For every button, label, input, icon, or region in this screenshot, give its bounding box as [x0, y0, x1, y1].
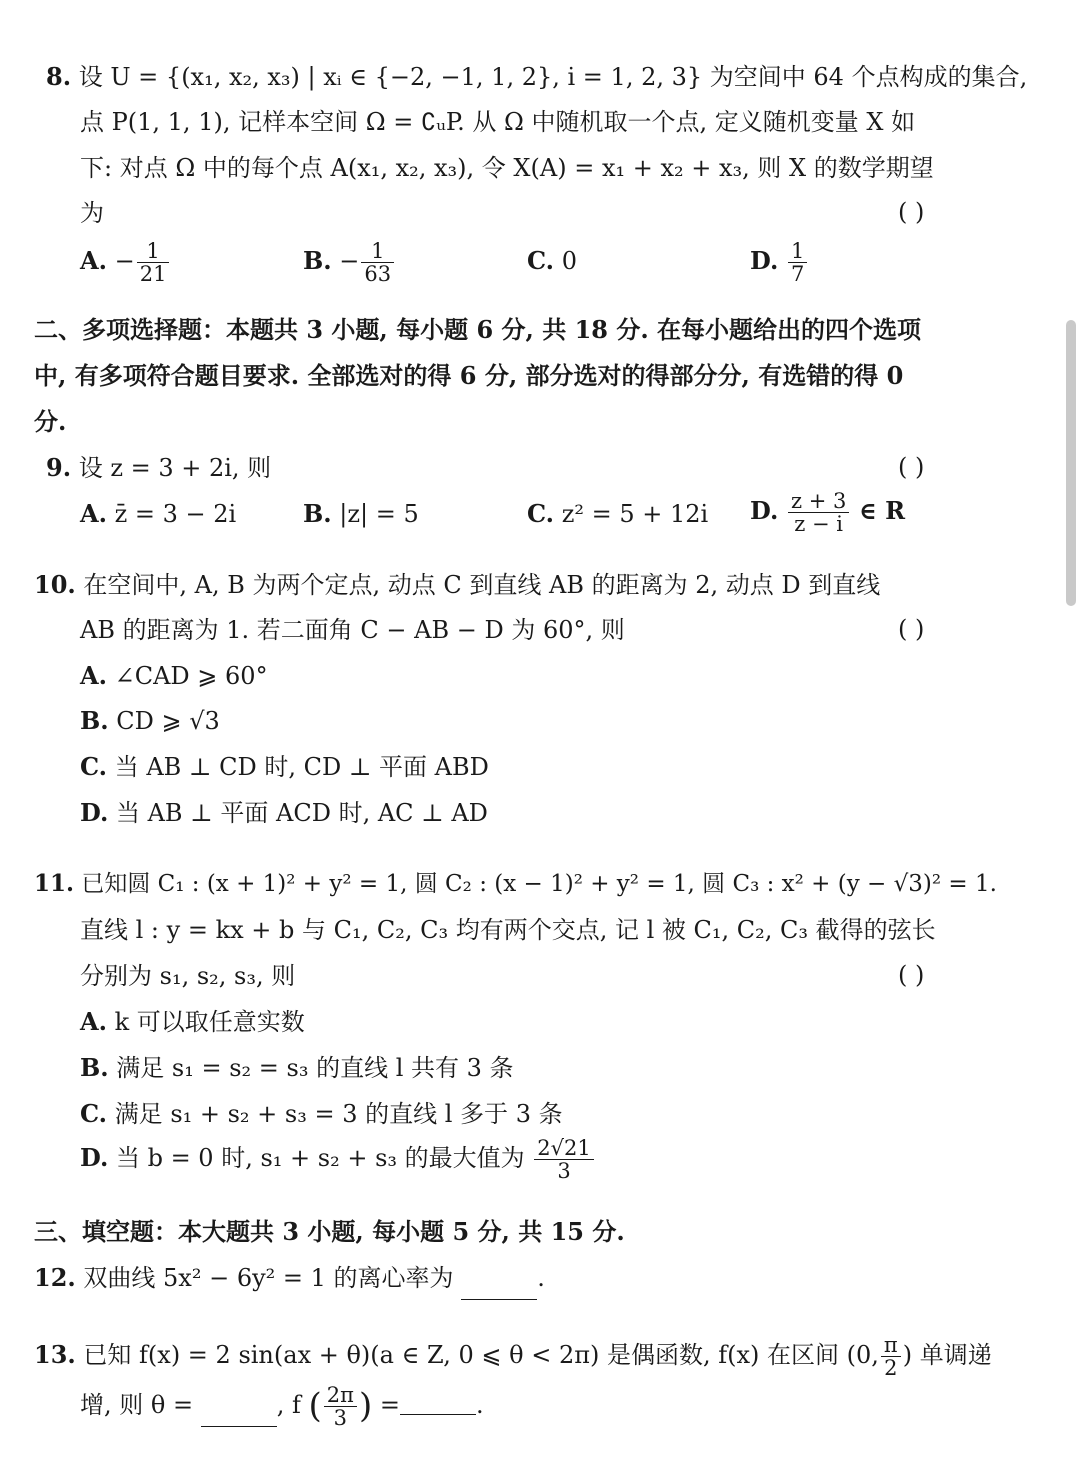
q9-option-a [80, 497, 236, 531]
q9-option-d-tail: ∈ R [858, 496, 906, 525]
q11-option-d-text: 当 b = 0 时, s₁ + s₂ + s₃ 的最大值为 [115, 1144, 525, 1172]
q10-option-c [80, 750, 489, 784]
fraction-denominator: 21 [139, 262, 167, 286]
q13-right-paren: ) [358, 1386, 373, 1426]
q8-option-b-fraction [361, 240, 394, 285]
q11-option-d [80, 1137, 596, 1182]
q9-stem-text: 设 z = 3 + 2i, 则 [78, 454, 272, 482]
q10-option-a-label: A. [80, 661, 107, 690]
q9-answer-paren: ( ) [898, 453, 925, 481]
q11-option-d-fraction [534, 1137, 593, 1182]
vertical-scrollbar[interactable] [1066, 320, 1076, 606]
q11-option-a-text: k 可以取任意实数 [114, 1008, 305, 1036]
q11-option-b-text: 满足 s₁ = s₂ = s₃ 的直线 l 共有 3 条 [116, 1054, 514, 1082]
q11-stem-line2: 直线 l : y = kx + b 与 C₁, C₂, C₃ 均有两个交点, 记 l 被 C₁, C₂, C₃ 截得的弦长 [80, 916, 936, 944]
fraction-numerator: 1 [137, 240, 170, 263]
q13-theta-prefix: 增, 则 θ = [80, 1391, 194, 1419]
q8-option-c-text: 0 [561, 247, 577, 275]
q8-option-d-label: D. [750, 246, 779, 275]
fraction-denominator: 63 [364, 262, 392, 286]
q13-stem-line1: 已知 f(x) = 2 sin(ax + θ)(a ∈ Z, 0 ⩽ θ < 2π) 是偶函数, f(x) 在区间 (0, [83, 1341, 879, 1369]
q13-stem-line1-tail: ) 单调递 [902, 1341, 992, 1369]
q12-end: . [537, 1264, 545, 1292]
q8-option-d [750, 240, 809, 285]
q9-option-c [527, 497, 708, 531]
fraction-numerator: 1 [361, 240, 394, 263]
q10-option-b-text: CD ⩾ √3 [116, 707, 220, 735]
q9-option-c-label: C. [527, 499, 555, 528]
q11-option-a [80, 1005, 305, 1039]
q10-stem-line2: AB 的距离为 1. 若二面角 C − AB − D 为 60°, 则 [80, 616, 625, 644]
q13-theta-blank[interactable] [201, 1400, 277, 1427]
q10-option-d-label: D. [80, 798, 109, 827]
fraction-denominator: z − i [794, 512, 843, 536]
q9-stem [46, 451, 271, 485]
q8-option-a [80, 240, 171, 285]
q13-left-paren: ( [308, 1386, 322, 1426]
fraction-numerator: 2π [324, 1384, 357, 1407]
q13-number: 13. [34, 1340, 76, 1369]
q13-2pi-over-3-fraction [324, 1384, 357, 1429]
q13-line2 [80, 1384, 484, 1429]
q12-line [34, 1261, 545, 1300]
q8-option-a-label: A. [80, 246, 107, 275]
q12-number: 12. [34, 1263, 76, 1292]
q9-option-d-fraction [788, 490, 849, 535]
q13-equals: = [379, 1391, 400, 1419]
q9-number: 9. [46, 453, 72, 482]
q10-answer-paren: ( ) [898, 615, 925, 643]
q8-option-a-sign: − [114, 247, 135, 275]
q9-option-d [750, 490, 905, 535]
q11-option-d-label: D. [80, 1143, 109, 1172]
q13-end: . [475, 1391, 484, 1419]
q10-stem-line1: 在空间中, A, B 为两个定点, 动点 C 到直线 AB 的距离为 2, 动点 D 到直线 [83, 571, 881, 599]
q12-answer-blank[interactable] [461, 1273, 537, 1300]
q12-text: 双曲线 5x² − 6y² = 1 的离心率为 [83, 1264, 454, 1292]
q11-option-a-label: A. [80, 1007, 107, 1036]
q11-line1 [34, 867, 997, 901]
q10-option-c-label: C. [80, 752, 108, 781]
q8-line1 [46, 60, 1027, 94]
q10-option-d-text: 当 AB ⊥ 平面 ACD 时, AC ⊥ AD [115, 799, 488, 827]
q8-option-b-label: B. [303, 246, 332, 275]
q10-option-c-text: 当 AB ⊥ CD 时, CD ⊥ 平面 ABD [114, 753, 489, 781]
fraction-numerator: 1 [788, 240, 807, 263]
q8-stem-line4: 为 [80, 199, 104, 227]
q11-option-b [80, 1051, 514, 1085]
q13-pi-over-2-fraction [881, 1334, 901, 1379]
q8-option-b [303, 240, 396, 285]
q8-stem-line3: 下: 对点 Ω 中的每个点 A(x₁, x₂, x₃), 令 X(A) = x₁ + x₂ + x₃, 则 X 的数学期望 [80, 154, 934, 182]
q10-option-a [80, 659, 268, 693]
section2-header-line1: 二、多项选择题：本题共 3 小题, 每小题 6 分, 共 18 分. 在每小题给出的四个选项 [34, 315, 922, 344]
q9-option-b-label: B. [303, 499, 332, 528]
q9-option-b [303, 497, 419, 531]
section2-header-line2: 中, 有多项符合题目要求. 全部选对的得 6 分, 部分选对的得部分分, 有选错的得 0 [34, 361, 904, 390]
q10-option-d [80, 796, 488, 830]
q9-option-c-text: z² = 5 + 12i [561, 500, 709, 528]
q9-option-d-label: D. [750, 496, 779, 525]
q9-option-b-text: |z| = 5 [339, 500, 419, 528]
q8-answer-paren: ( ) [898, 198, 925, 226]
q11-option-c-text: 满足 s₁ + s₂ + s₃ = 3 的直线 l 多于 3 条 [114, 1100, 563, 1128]
q13-value-blank[interactable] [400, 1388, 476, 1415]
q8-stem-line1: 设 U = {(x₁, x₂, x₃) | xᵢ ∈ {−2, −1, 1, 2}, i = 1, 2, 3} 为空间中 64 个点构成的集合, [78, 63, 1028, 91]
q8-option-c-label: C. [527, 246, 555, 275]
q11-option-b-label: B. [80, 1053, 109, 1082]
q8-option-c [527, 244, 577, 278]
section2-header-line3: 分. [34, 407, 67, 436]
q11-option-c-label: C. [80, 1099, 108, 1128]
q9-option-a-label: A. [80, 499, 107, 528]
q11-answer-paren: ( ) [898, 961, 925, 989]
q10-option-b [80, 704, 220, 738]
fraction-denominator: 2 [884, 1356, 898, 1380]
fraction-numerator: z + 3 [788, 490, 849, 513]
q8-stem-line2: 点 P(1, 1, 1), 记样本空间 Ω = ∁ᵤP. 从 Ω 中随机取一个点, 定义随机变量 X 如 [80, 108, 916, 136]
q10-option-b-label: B. [80, 706, 109, 735]
q9-option-a-text: z̄ = 3 − 2i [114, 500, 237, 528]
q11-stem-line3: 分别为 s₁, s₂, s₃, 则 [80, 962, 296, 990]
section3-header: 三、填空题：本大题共 3 小题, 每小题 5 分, 共 15 分. [34, 1217, 625, 1246]
q13-f-prefix: , f [276, 1391, 301, 1419]
q10-line1 [34, 568, 880, 602]
fraction-denominator: 3 [333, 1406, 348, 1430]
fraction-numerator: 2√21 [534, 1137, 593, 1160]
q11-number: 11. [34, 870, 75, 897]
q10-option-a-text: ∠CAD ⩾ 60° [114, 662, 268, 690]
q11-option-c [80, 1097, 563, 1131]
fraction-denominator: 7 [790, 262, 805, 286]
q8-option-d-fraction [788, 240, 807, 285]
q8-option-a-fraction [137, 240, 170, 285]
q10-number: 10. [34, 570, 76, 599]
q8-number: 8. [46, 62, 72, 91]
fraction-numerator: π [881, 1334, 901, 1357]
q13-line1 [34, 1334, 992, 1379]
q8-option-b-sign: − [339, 247, 360, 275]
q11-stem-line1: 已知圆 C₁ : (x + 1)² + y² = 1, 圆 C₂ : (x − 1)² + y² = 1, 圆 C₃ : x² + (y − √3)² = 1. [81, 871, 997, 897]
fraction-denominator: 3 [557, 1159, 571, 1183]
